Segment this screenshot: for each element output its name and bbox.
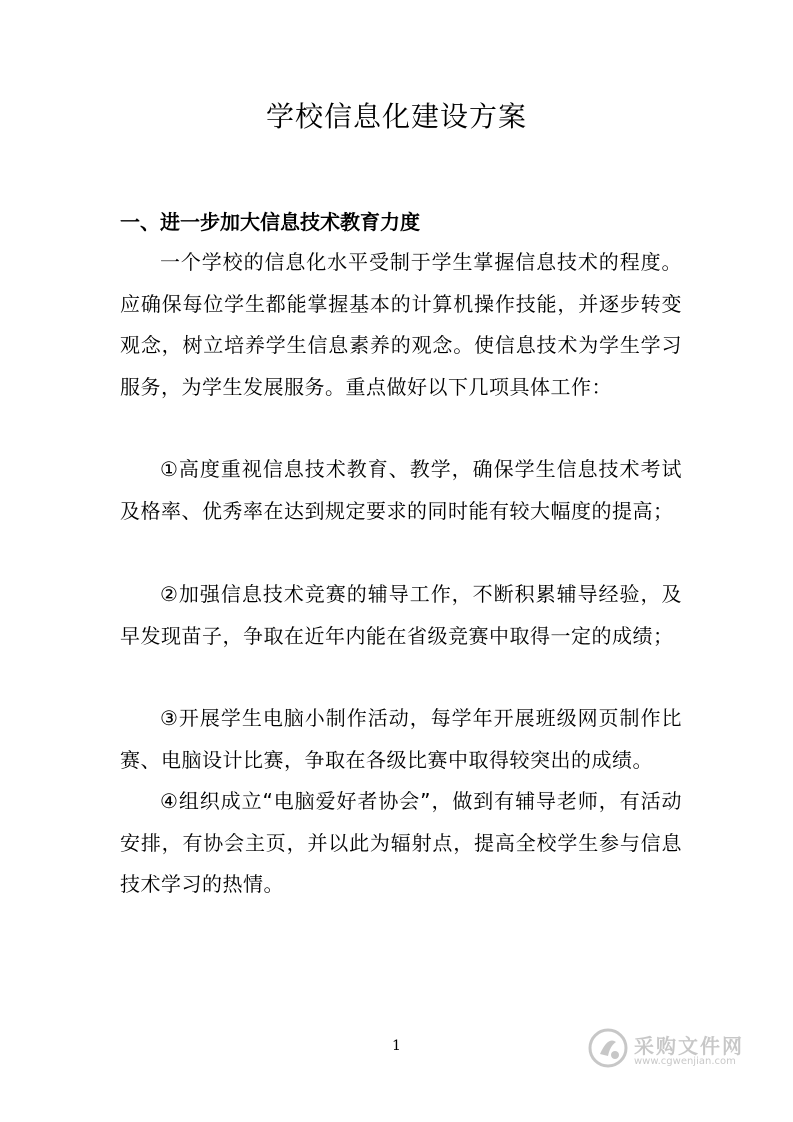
- paragraph-item-3: ③开展学生电脑小制作活动，每学年开展班级网页制作比赛、电脑设计比赛，争取在各级比赛中取得较突出的成绩。: [120, 706, 682, 772]
- watermark: [588, 1028, 768, 1072]
- document-title: 学校信息化建设方案: [265, 100, 527, 133]
- page-number: 1: [392, 1038, 401, 1054]
- paragraph-item-4: ④组织成立“电脑爱好者协会”，做到有辅导老师，有活动安排，有协会主页，并以此为辐射点，提高全校学生参与信息技术学习的热情。: [120, 789, 682, 896]
- section-heading: 一、进一步加大信息技术教育力度: [120, 210, 420, 234]
- watermark-name: 采购文件网: [634, 1034, 744, 1058]
- paragraph-item-1: ①高度重视信息技术教育、教学，确保学生信息技术考试及格率、优秀率在达到规定要求的同时能有较大幅度的提高；: [120, 457, 682, 523]
- paragraph-item-2: ②加强信息技术竞赛的辅导工作，不断积累辅导经验，及早发现苗子，争取在近年内能在省级竞赛中取得一定的成绩；: [120, 582, 682, 648]
- paragraph-intro: 一个学校的信息化水平受制于学生掌握信息技术的程度。应确保每位学生都能掌握基本的计算机操作技能，并逐步转变观念，树立培养学生信息素养的观念。使信息技术为学生学习服务，为学生发展服务。重点做好以下几项具体工作：: [120, 250, 682, 399]
- logo-icon: [588, 1028, 628, 1068]
- watermark-url: www.cgwenjian.com: [634, 1056, 736, 1067]
